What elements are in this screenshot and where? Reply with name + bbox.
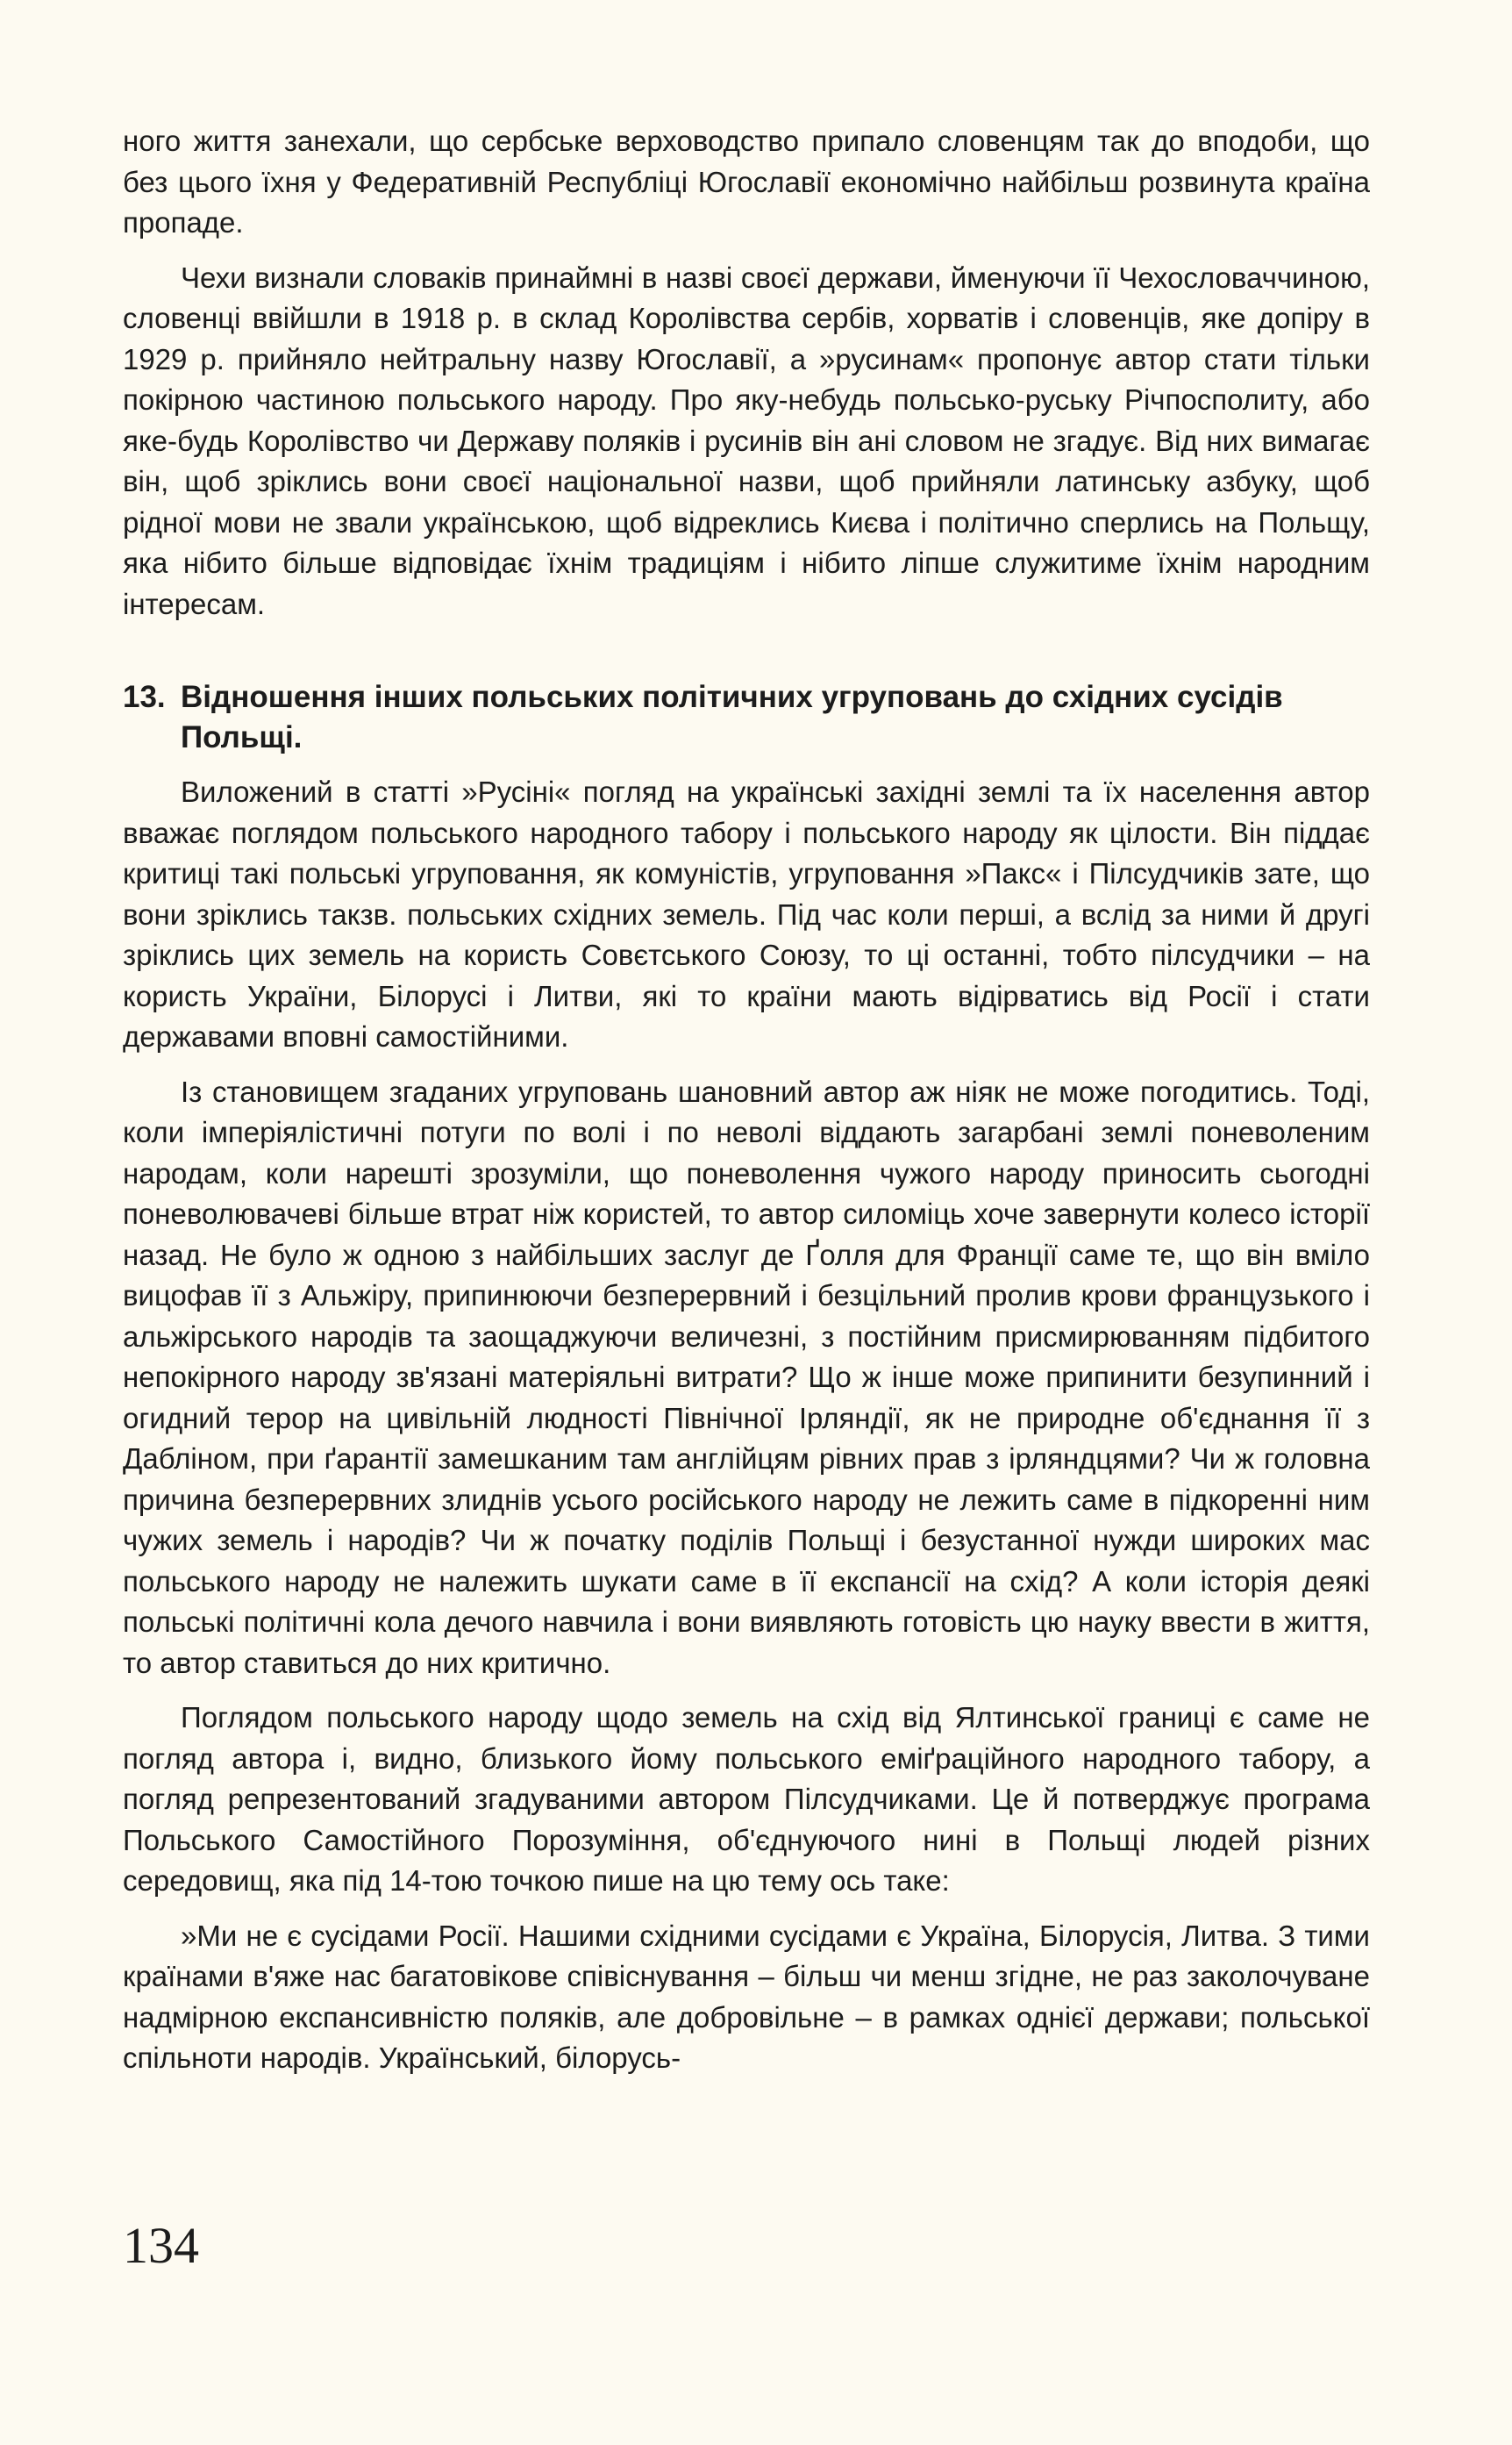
paragraph-author-view: Виложений в статті »Русіні« погляд на українські західні землі та їх населення автор вважає поглядом польського народного табору і польського народу як цілости. Він піддає критиці такі польські угруповання, як комуністів, угруповання »Пакс« і Пілсудчиків зате, що вони зріклись такзв. польських східних земель. Під час коли перші, а вслід за ними й другі зріклись цих земель на користь Совєтського Союзу, то ці останні, тобто пілсудчики – на користь України, Білорусі і Литви, які то країни мають відірватись від Росії і стати державами вповні самостійними. xyxy=(123,776,1370,1053)
paragraph-groups-position: Із становищем згаданих угруповань шановний автор аж ніяк не може погодитись. Тоді, коли імперіялістичні потуги по волі і по неволі віддають загарбані землі поневоленим народам, коли нарешті зрозуміли, що поневолення чужого народу приносить сьогодні поневолювачеві більше втрат ніж користей, то автор силоміць хоче завернути колесо історії назад. Не було ж одною з найбільших заслуг де Ґолля для Франції саме те, що він вміло вицофав її з Альжіру, припинюючи безперервний і безцільний пролив крови французького і альжірського народів та заощаджуючи величезні, з постійним присмирюванням підбитого непокірного народу зв'язані матеріяльні витрати? Що ж інше може припинити безупинний і огидний терор на цивільній людності Північної Ірляндії, як не природне об'єднання її з Дабліном, при ґарантії замешканим там англійцям рівних прав з ірляндцями? Чи ж головна причина безперервних злиднів усього російського народу не лежить саме в підкоренні ним чужих земель і народів? Чи ж початку поділів Польщі і безустанної нужди широких мас польського народу не належить шукати саме в її експансії на схід? А коли історія деякі польські політичні кола дечого навчила і вони виявляють готовість цю науку ввести в життя, то автор ставиться до них критично. xyxy=(123,1075,1370,1679)
paragraph-program: Поглядом польського народу щодо земель на схід від Ялтинської границі є саме не погляд автора і, видно, близького йому польського еміґраційного народного табору, а погляд репрезентований згадуваними автором Пілсудчиками. Це й потверджує програма Польського Самостійного Порозуміння, об'єднуючого нині в Польщі людей різних середовищ, яка під 14-тою точкою пише на цю тему ось таке: xyxy=(123,1701,1370,1897)
page-body xyxy=(123,121,1370,2079)
paragraph-quote: »Ми не є сусідами Росії. Нашими східними сусідами є Україна, Білорусія, Литва. З тими країнами в'яже нас багатовікове співіснування – більш чи менш згідне, не раз заколочуване надмірною експансивністю поляків, але добровільне – в рамках однієї держави; польської спільноти народів. Український, білорусь- xyxy=(123,1919,1370,2074)
section-heading xyxy=(123,677,1370,758)
section-title: Відношення інших польських політичних угруповань до східних сусідів Польщі. xyxy=(181,680,1283,754)
page-number: 134 xyxy=(123,2217,199,2274)
continuation-paragraph: ного життя занехали, що сербське верховодство припало словенцям так до вподоби, що без цього їхня у Федеративній Республіці Югославії економічно найбільш розвинута країна пропаде. xyxy=(123,125,1370,239)
section-number: 13. xyxy=(123,680,166,714)
paragraph-czechs-slovaks: Чехи визнали словаків принаймні в назві своєї держави, йменуючи її Чехословаччиною, словенці ввійшли в 1918 р. в склад Королівства сербів, хорватів і словенців, яке допіру в 1929 р. прийняло нейтральну назву Югославії, а »русинам« пропонує автор стати тільки покірною частиною польського народу. Про яку-небудь польсько-руську Річпосполиту, або яке-будь Королівство чи Державу поляків і русинів він ані словом не згадує. Від них вимагає він, щоб зріклись вони своєї національної назви, щоб прийняли латинську азбуку, щоб рідної мови не звали українською, щоб відреклись Києва і політично сперлись на Польщу, яка нібито більше відповідає їхнім традиціям і нібито ліпше служитиме їхнім народним інтересам. xyxy=(123,261,1370,620)
